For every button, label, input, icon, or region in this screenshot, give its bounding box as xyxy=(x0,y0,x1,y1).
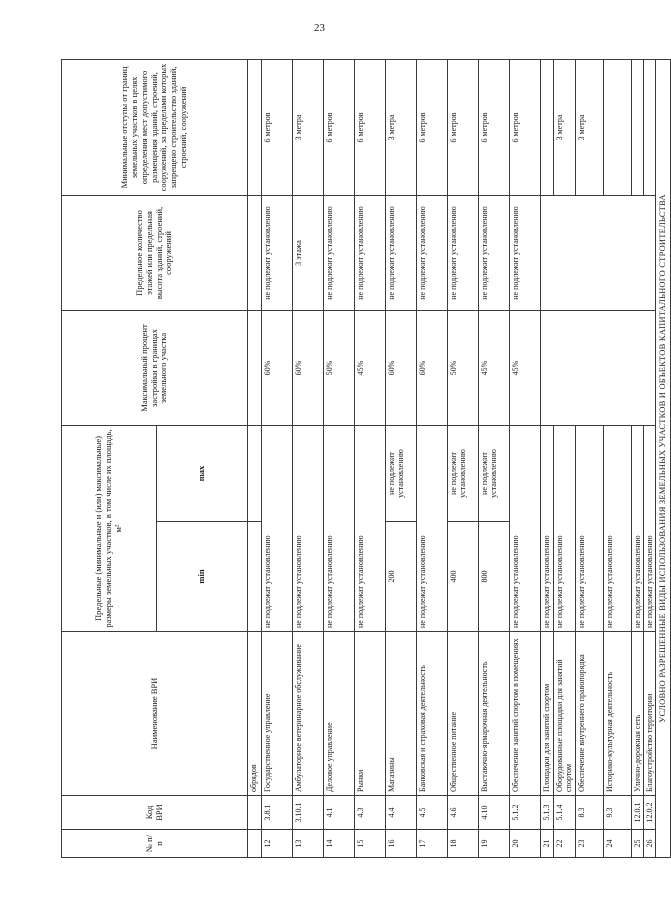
row-name: Банковская и страховая деятельность xyxy=(417,632,448,796)
row-setback xyxy=(604,59,632,195)
table-row xyxy=(293,59,324,857)
row-code: 3.8.1 xyxy=(262,796,293,830)
row-floors: 3 этажа xyxy=(293,195,324,310)
row-percent: 60% xyxy=(386,310,417,425)
row-code: 8.3 xyxy=(576,796,604,830)
row-setback: 6 метров xyxy=(417,59,448,195)
row-code: 4.5 xyxy=(417,796,448,830)
row-percent: 60% xyxy=(293,310,324,425)
row-percent: 50% xyxy=(324,310,355,425)
row-size: не подлежат установлению xyxy=(644,425,656,631)
table-row xyxy=(355,59,386,857)
row-name: Деловое управление xyxy=(324,632,355,796)
row-percent: 45% xyxy=(479,310,510,425)
header-size-group: Предельные (минимальные и (или) максимальные) размеры земельных участков, в том числе их площадь, м² xyxy=(62,425,157,631)
row-size: не подлежат установлению xyxy=(632,425,644,631)
row-code: 9.3 xyxy=(604,796,632,830)
row-max: не подлежит установлению xyxy=(479,425,510,521)
row-name: Историко-культурная деятельность xyxy=(604,632,632,796)
row-num: 15 xyxy=(355,830,386,858)
row-setback: 6 метров xyxy=(510,59,541,195)
table-row xyxy=(479,59,510,857)
row-max: не подлежит установлению xyxy=(448,425,479,521)
row-size: не подлежат установлению xyxy=(541,425,554,631)
row-percent: 60% xyxy=(417,310,448,425)
row-setback xyxy=(541,59,554,195)
row-code: 5.1.2 xyxy=(510,796,541,830)
row-size: не подлежат установлению xyxy=(576,425,604,631)
row-num: 25 xyxy=(632,830,644,858)
table-row xyxy=(604,59,632,857)
row-name: Улично-дорожная сеть xyxy=(632,632,644,796)
row-code: 4.3 xyxy=(355,796,386,830)
row-num: 19 xyxy=(479,830,510,858)
row-floors: не подлежит установлению xyxy=(417,195,448,310)
page-number: 23 xyxy=(314,22,325,34)
row-floors: не подлежит установлению xyxy=(510,195,541,310)
row-code: 3.10.1 xyxy=(293,796,324,830)
row-name: Благоустройство территории xyxy=(644,632,656,796)
section-title-row xyxy=(656,59,671,857)
row-percent: 45% xyxy=(355,310,386,425)
row-percent-merged xyxy=(541,310,656,425)
table-row xyxy=(262,59,293,857)
row-setback: 6 метров xyxy=(479,59,510,195)
header-num: № п/п xyxy=(62,830,248,858)
row-size: не подлежат установлению xyxy=(355,425,386,631)
table-row xyxy=(510,59,541,857)
row-num: 14 xyxy=(324,830,355,858)
row-setback: 3 метра xyxy=(386,59,417,195)
row-num: 17 xyxy=(417,830,448,858)
row-name: Амбулаторное ветеринарное обслуживание xyxy=(293,632,324,796)
row-setback: 6 метров xyxy=(262,59,293,195)
row-size: не подлежат установлению xyxy=(554,425,576,631)
header-setback: Минимальные отступы от границ земельных участков в целях определения мест допустимого размещения зданий, строений, сооружений, за пределами которых запрещено строительство зданий, строений, сооружений xyxy=(62,59,248,195)
row-code: 4.4 xyxy=(386,796,417,830)
header-floors: Предельное количество этажей или предельная высота зданий, строений, сооружений xyxy=(62,195,248,310)
row-code: 4.10 xyxy=(479,796,510,830)
row-min: 200 xyxy=(386,522,417,632)
row-size: не подлежат установлению xyxy=(417,425,448,631)
row-setback xyxy=(632,59,644,195)
row-max: не подлежит установлению xyxy=(386,425,417,521)
row-num: 26 xyxy=(644,830,656,858)
table-row xyxy=(386,59,417,857)
row-floors-merged xyxy=(541,195,656,310)
header-max: max xyxy=(157,425,248,521)
row-setback: 3 метра xyxy=(293,59,324,195)
header-code: Код ВРИ xyxy=(62,796,248,830)
row-num: 13 xyxy=(293,830,324,858)
table-row xyxy=(644,59,656,857)
row-size: не подлежат установлению xyxy=(324,425,355,631)
row-name: Выставочно-ярмарочная деятельность xyxy=(479,632,510,796)
row-floors: не подлежит установлению xyxy=(448,195,479,310)
row-name: Обеспечение внутреннего правопорядка xyxy=(576,632,604,796)
row-code: 4.6 xyxy=(448,796,479,830)
row-percent: 45% xyxy=(510,310,541,425)
row-floors: не подлежит установлению xyxy=(479,195,510,310)
row-num: 16 xyxy=(386,830,417,858)
row-code: 4.1 xyxy=(324,796,355,830)
row-name: Общественное питание xyxy=(448,632,479,796)
row-name: Государственное управление xyxy=(262,632,293,796)
row-num: 20 xyxy=(510,830,541,858)
table-row xyxy=(324,59,355,857)
row-size: не подлежат установлению xyxy=(604,425,632,631)
row-name: Обеспечение занятий спортом в помещениях xyxy=(510,632,541,796)
row-name: Площадки для занятий спортом xyxy=(541,632,554,796)
table-row xyxy=(554,59,576,857)
row-setback: 6 метров xyxy=(448,59,479,195)
row-code: 12.0.1 xyxy=(632,796,644,830)
table-row xyxy=(632,59,644,857)
row-setback: 6 метров xyxy=(324,59,355,195)
row-floors: не подлежит установлению xyxy=(262,195,293,310)
rotated-table-container xyxy=(61,60,668,858)
row-floors: не подлежит установлению xyxy=(324,195,355,310)
row-setback: 3 метра xyxy=(576,59,604,195)
header-min: min xyxy=(157,522,248,632)
row-floors: не подлежит установлению xyxy=(355,195,386,310)
carry-over-text: обрядов xyxy=(248,632,262,796)
row-percent: 60% xyxy=(262,310,293,425)
row-num: 12 xyxy=(262,830,293,858)
header-percent: Максимальный процент застройки в границах земельного участка xyxy=(62,310,248,425)
table-row xyxy=(417,59,448,857)
table-row xyxy=(541,59,554,857)
row-percent: 50% xyxy=(448,310,479,425)
row-setback: 3 метра xyxy=(554,59,576,195)
row-size: не подлежат установлению xyxy=(262,425,293,631)
row-code: 12.0.2 xyxy=(644,796,656,830)
section-title: УСЛОВНО РАЗРЕШЕННЫЕ ВИДЫ ИСПОЛЬЗОВАНИЯ ЗЕМЕЛЬНЫХ УЧАСТКОВ И ОБЪЕКТОВ КАПИТАЛЬНОГО СТРОИТЕЛЬСТВА xyxy=(656,59,671,857)
row-name: Оборудованные площадки для занятий спортом xyxy=(554,632,576,796)
table-row xyxy=(576,59,604,857)
row-num: 21 xyxy=(541,830,554,858)
row-code: 5.1.3 xyxy=(541,796,554,830)
zoning-table xyxy=(61,59,671,858)
header-name: Наименование ВРИ xyxy=(62,632,248,796)
row-min: 400 xyxy=(448,522,479,632)
row-size: не подлежат установлению xyxy=(510,425,541,631)
row-num: 24 xyxy=(604,830,632,858)
row-code: 5.1.4 xyxy=(554,796,576,830)
row-min: 800 xyxy=(479,522,510,632)
row-num: 18 xyxy=(448,830,479,858)
row-num: 22 xyxy=(554,830,576,858)
row-floors: не подлежит установлению xyxy=(386,195,417,310)
row-name: Рынки xyxy=(355,632,386,796)
row-name: Магазины xyxy=(386,632,417,796)
row-setback: 6 метров xyxy=(355,59,386,195)
row-size: не подлежат установлению xyxy=(293,425,324,631)
carry-over-row xyxy=(248,59,262,857)
row-num: 23 xyxy=(576,830,604,858)
table-row xyxy=(448,59,479,857)
row-setback xyxy=(644,59,656,195)
